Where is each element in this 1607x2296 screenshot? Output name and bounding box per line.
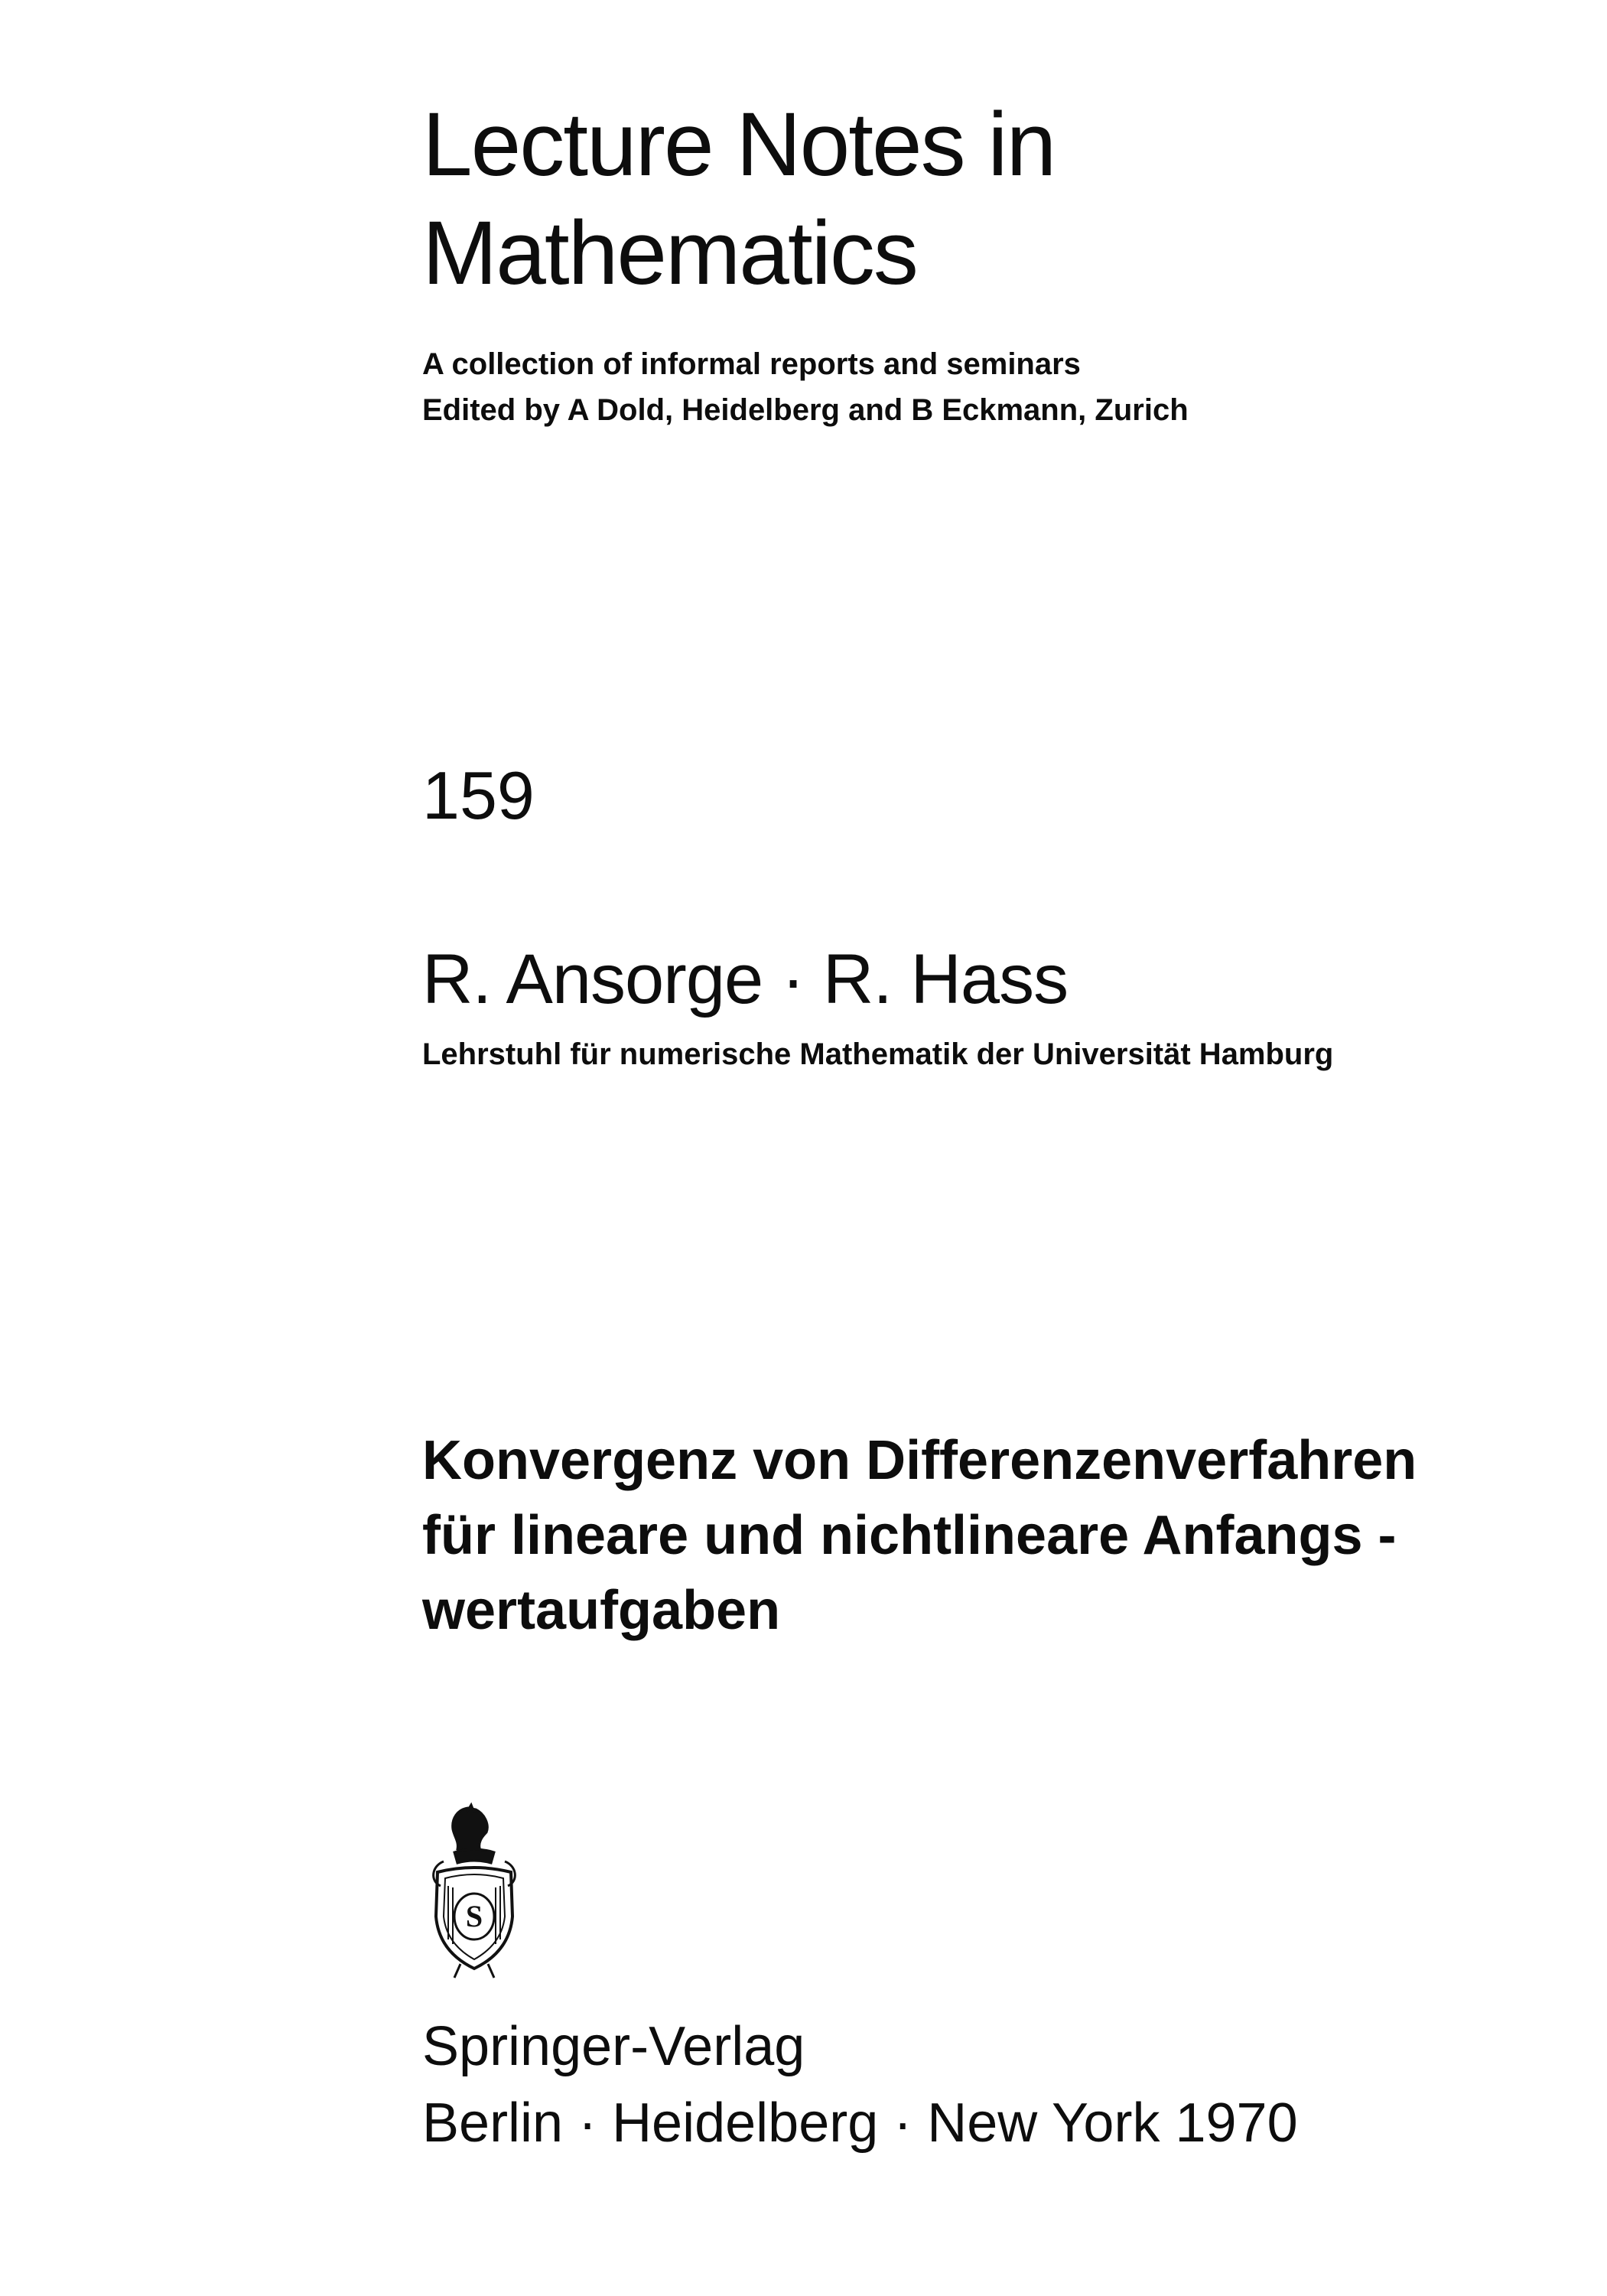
springer-knight-logo-icon <box>421 1802 528 1982</box>
author-affiliation: Lehrstuhl für numerische Mathematik der Universität Hamburg <box>422 1037 1334 1071</box>
publisher-places-year: Berlin · Heidelberg · New York 1970 <box>422 2092 1298 2154</box>
publisher-imprint <box>422 2008 1298 2161</box>
series-subtitle-line: A collection of informal reports and seminars <box>422 347 1081 381</box>
series-title-line: Lecture Notes in <box>422 94 1056 195</box>
publisher-name: Springer-Verlag <box>422 2016 805 2077</box>
book-title-line: Konvergenz von Differenzenverfahren <box>422 1430 1417 1491</box>
series-title <box>422 90 1055 308</box>
authors: R. Ansorge · R. Hass <box>422 940 1069 1018</box>
volume-number: 159 <box>422 757 535 833</box>
book-title <box>422 1423 1417 1648</box>
series-subtitle <box>422 341 1189 433</box>
book-title-line: für lineare und nichtlineare Anfangs - <box>422 1505 1397 1566</box>
series-title-line: Mathematics <box>422 203 917 304</box>
svg-text:S: S <box>465 1899 483 1933</box>
editors-line: Edited by A Dold, Heidelberg and B Eckmann, Zurich <box>422 393 1189 427</box>
book-title-line: wertaufgaben <box>422 1580 781 1641</box>
